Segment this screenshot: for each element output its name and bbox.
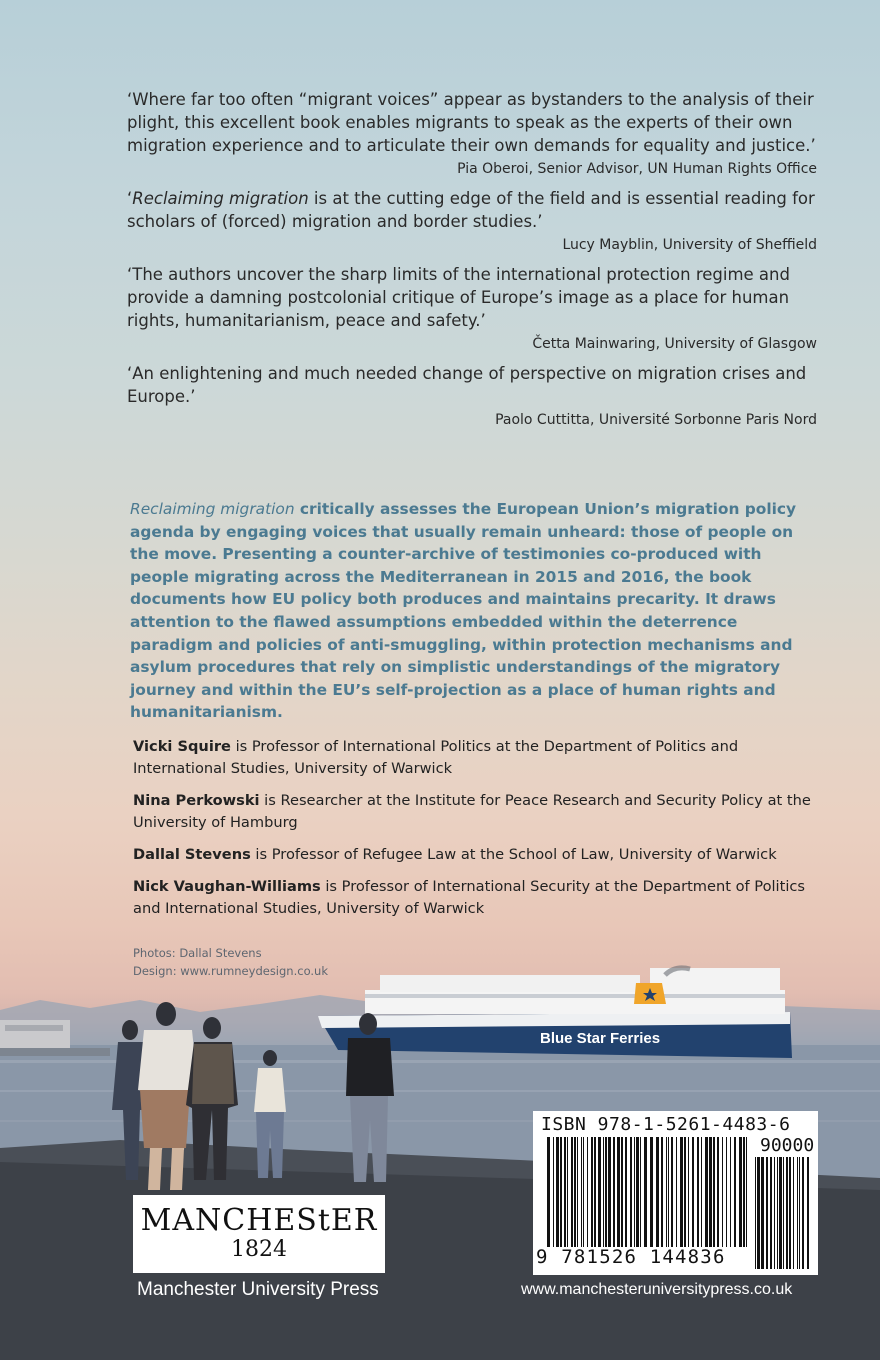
quote-attribution: Paolo Cuttitta, Université Sorbonne Paris Nord <box>495 412 817 428</box>
barcode-bar <box>709 1137 712 1247</box>
barcode-bar <box>799 1157 800 1269</box>
barcode-bar <box>630 1137 632 1247</box>
barcode-bar <box>701 1137 702 1247</box>
quote-2 <box>127 187 817 255</box>
author-description: is Professor of International Security at the Department of Politics and International Studies, University of Warwick <box>133 878 806 917</box>
quote-text-rest: is at the cutting edge of the field and is essential reading for scholars of (forced) migration and border studies.’ <box>127 189 815 231</box>
barcode-bar <box>666 1137 667 1247</box>
barcode-bar <box>608 1137 611 1247</box>
barcode-bar <box>774 1157 775 1269</box>
barcode-bar <box>553 1137 554 1247</box>
barcode-bar <box>688 1137 689 1247</box>
author-bio <box>133 790 823 834</box>
barcode-bar <box>650 1137 653 1247</box>
design-credit: Design: www.rumneydesign.co.uk <box>133 964 329 978</box>
barcode-bar <box>598 1137 601 1247</box>
quote-text: ‘Where far too often “migrant voices” appear as bystanders to the analysis of their plight, this excellent book enables migrants to speak as the experts of their own migration experience and to articulate their own demands for equality and justice.’ <box>127 90 816 155</box>
barcode-bar <box>697 1137 699 1247</box>
author-bio <box>133 844 823 866</box>
publisher-name: Manchester University Press <box>137 1279 379 1300</box>
quote-open-mark: ‘ <box>127 189 133 208</box>
author-name: Nick Vaughan-Williams <box>133 878 321 895</box>
author-name: Dallal Stevens <box>133 846 251 863</box>
quote-text: ‘The authors uncover the sharp limits of the international protection regime and provide a damning postcolonial critique of Europe’s image as a place for human rights, humanitarianism, peace and safety.’ <box>127 265 790 330</box>
price-code: 90000 <box>760 1135 815 1156</box>
blurb-text: critically assesses the European Union’s migration policy agenda by engaging voices that usually remain unheard: those of people on the move. Presenting a counter-archive of testimonies co-produced with people migrating across the Mediterranean in 2015 and 2016, the book documents how EU policy both produces and maintains precarity. It draws attention to the flawed assumptions embedded within the deterrence paradigm and policies of anti-smuggling, within protection mechanisms and asylum procedures that rely on simplistic understandings of the migratory journey and within the EU’s self-projection as a place of human rights and humanitarianism. <box>130 500 797 722</box>
barcode-bar <box>676 1137 677 1247</box>
barcode-bar <box>661 1137 663 1247</box>
quote-attribution: Lucy Mayblin, University of Sheffield <box>562 237 817 253</box>
author-name: Vicki Squire <box>133 738 231 755</box>
quote-text <box>127 187 817 233</box>
barcode-bar <box>739 1137 742 1247</box>
author-description: is Researcher at the Institute for Peace Research and Security Policy at the University of Hamburg <box>133 792 811 831</box>
barcode-bar <box>621 1137 623 1247</box>
author-description: is Professor of International Politics at the Department of Politics and International Studies, University of Warwick <box>133 738 739 777</box>
barcode-bar <box>605 1137 607 1247</box>
publisher-logo <box>133 1195 385 1273</box>
barcode-bar <box>574 1137 576 1247</box>
barcode-bar <box>564 1137 566 1247</box>
barcode-bar <box>705 1137 708 1247</box>
barcode-bar <box>746 1137 747 1247</box>
photo-design-credits <box>133 944 328 980</box>
barcode-bar <box>656 1137 659 1247</box>
blurb-book-title: Reclaiming migration <box>130 500 295 518</box>
barcode-bar <box>613 1137 615 1247</box>
barcode-bar <box>571 1137 573 1247</box>
author-bios <box>133 736 823 930</box>
barcode-bar <box>644 1137 647 1247</box>
author-description: is Professor of Refugee Law at the School of Law, University of Warwick <box>250 846 777 863</box>
ship-name: Blue Star Ferries <box>540 1030 661 1047</box>
barcode-bar <box>680 1137 683 1247</box>
quote-attribution: Pia Oberoi, Senior Advisor, UN Human Rights Office <box>457 161 817 177</box>
barcode-bar <box>761 1157 764 1269</box>
barcode-bar <box>671 1137 673 1247</box>
barcode-bar <box>755 1157 756 1269</box>
barcode-bar <box>617 1137 620 1247</box>
quote-3 <box>127 263 817 354</box>
barcode-bar <box>577 1137 578 1247</box>
photo-credit: Photos: Dallal Stevens <box>133 946 262 960</box>
author-bio <box>133 876 823 920</box>
quote-book-title: Reclaiming migration <box>132 189 309 208</box>
barcode-bar <box>547 1137 550 1247</box>
barcode-bar <box>560 1137 562 1247</box>
barcode-bar <box>730 1137 731 1247</box>
barcode-bar <box>779 1157 782 1269</box>
barcode-bar <box>726 1137 727 1247</box>
barcode-bar <box>668 1137 669 1247</box>
author-bio <box>133 736 823 780</box>
barcode-bar <box>634 1137 635 1247</box>
barcode-bar <box>734 1137 736 1247</box>
barcode-bar <box>757 1157 760 1269</box>
barcode-bar <box>743 1137 745 1247</box>
barcode-bar <box>591 1137 593 1247</box>
barcode-bar <box>789 1157 791 1269</box>
barcode-bar <box>594 1137 596 1247</box>
barcode-bar <box>777 1157 778 1269</box>
quote-attribution: Četta Mainwaring, University of Glasgow <box>532 336 817 352</box>
logo-wordmark: MANCHEStER <box>140 1203 378 1238</box>
barcode-bar <box>770 1157 772 1269</box>
barcode-bar <box>807 1157 809 1269</box>
barcode-bar <box>786 1157 788 1269</box>
review-quotes <box>127 88 817 438</box>
barcode-bar <box>717 1137 719 1247</box>
barcode-bar <box>793 1157 794 1269</box>
barcode-bar <box>797 1157 798 1269</box>
barcode-bar <box>722 1137 723 1247</box>
barcode-bar <box>802 1157 804 1269</box>
barcode-bar <box>684 1137 686 1247</box>
barcode-bar <box>556 1137 559 1247</box>
logo-year: 1824 <box>231 1237 287 1262</box>
barcode-bar <box>713 1137 715 1247</box>
quote-1 <box>127 88 817 179</box>
book-blurb <box>130 498 820 724</box>
barcode-bar <box>567 1137 568 1247</box>
isbn-number: ISBN 978-1-5261-4483-6 <box>541 1114 791 1135</box>
barcode-bar <box>603 1137 604 1247</box>
barcode-bar <box>783 1157 784 1269</box>
publisher-website[interactable]: www.manchesteruniversitypress.co.uk <box>521 1281 793 1298</box>
barcode-bar <box>766 1157 768 1269</box>
ean-digits: 9 781526 144836 <box>536 1246 726 1268</box>
barcode-bar <box>640 1137 641 1247</box>
author-name: Nina Perkowski <box>133 792 260 809</box>
barcode-bar <box>625 1137 627 1247</box>
barcode-bar <box>583 1137 584 1247</box>
barcode-bar <box>636 1137 639 1247</box>
barcode-bar <box>587 1137 588 1247</box>
barcode-bar <box>692 1137 694 1247</box>
isbn-barcode <box>533 1111 818 1275</box>
quote-4 <box>127 362 817 430</box>
quote-text: ‘An enlightening and much needed change of perspective on migration crises and Europe.’ <box>127 364 807 406</box>
barcode-bar <box>581 1137 582 1247</box>
